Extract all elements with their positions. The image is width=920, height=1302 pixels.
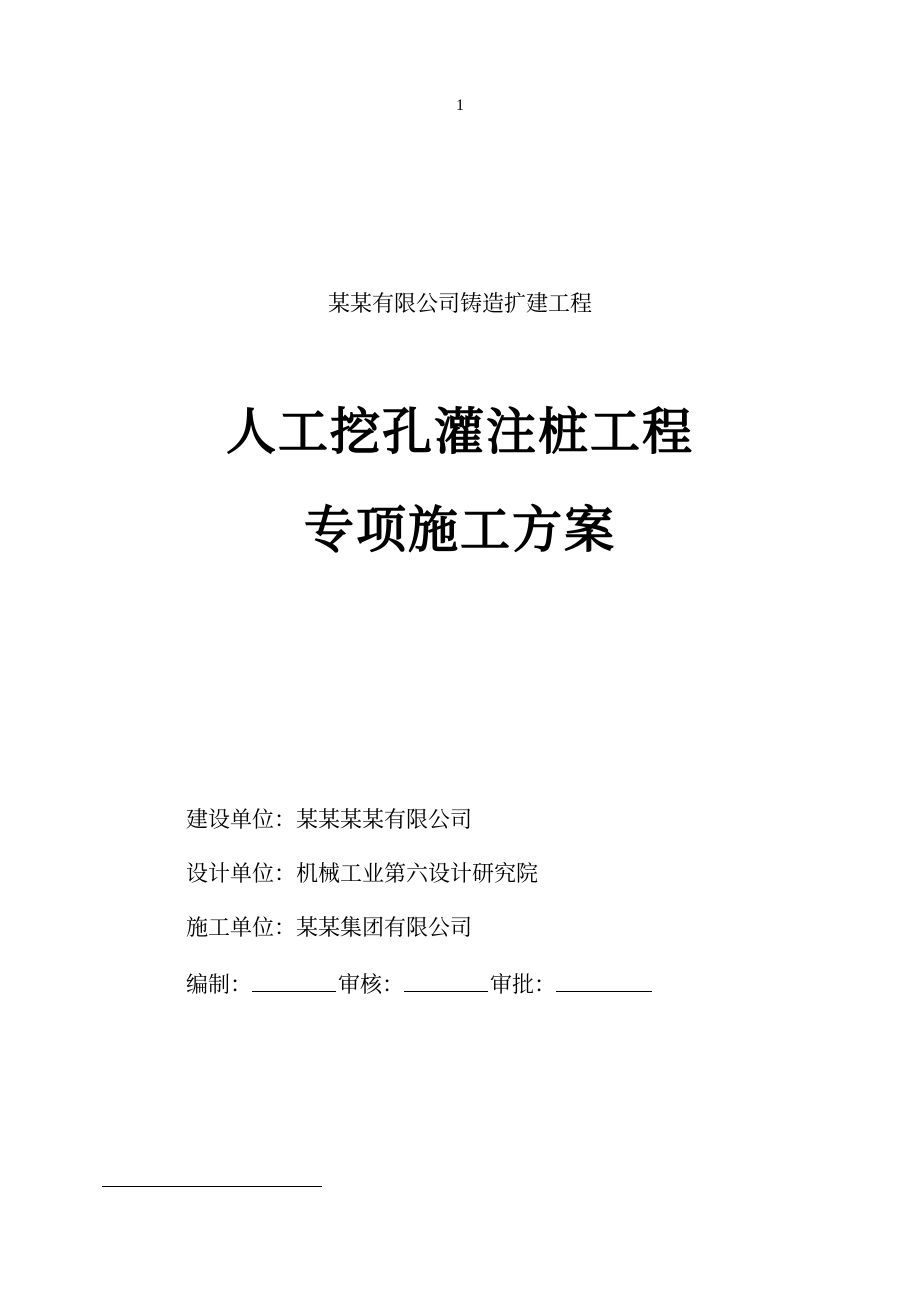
- page-number: 1: [456, 97, 464, 114]
- contractor-label: 施工单位：: [186, 916, 297, 941]
- designer-label: 设计单位：: [186, 862, 297, 887]
- owner-value: 某某某某有限公司: [296, 808, 473, 833]
- footnote-separator: [102, 1186, 322, 1187]
- document-title-line-2: 专项施工方案: [304, 500, 616, 559]
- contractor-row: [186, 911, 786, 947]
- reviewed-signature-blank: [404, 965, 488, 992]
- designer-row: [186, 857, 786, 893]
- designer-value: 机械工业第六设计研究院: [296, 862, 539, 887]
- document-title-line-1: 人工挖孔灌注桩工程: [226, 402, 694, 461]
- approved-label: 审批：: [490, 973, 557, 998]
- owner-row: [186, 803, 786, 839]
- contractor-value: 某某集团有限公司: [296, 916, 473, 941]
- compiled-label: 编制：: [186, 973, 253, 998]
- signoff-row: [186, 965, 786, 1001]
- owner-label: 建设单位：: [186, 808, 297, 833]
- approved-signature-blank: [556, 965, 652, 992]
- project-name: 某某有限公司铸造扩建工程: [327, 292, 592, 317]
- compiled-signature-blank: [252, 965, 336, 992]
- project-info-block: [186, 803, 786, 1019]
- reviewed-label: 审核：: [338, 973, 405, 998]
